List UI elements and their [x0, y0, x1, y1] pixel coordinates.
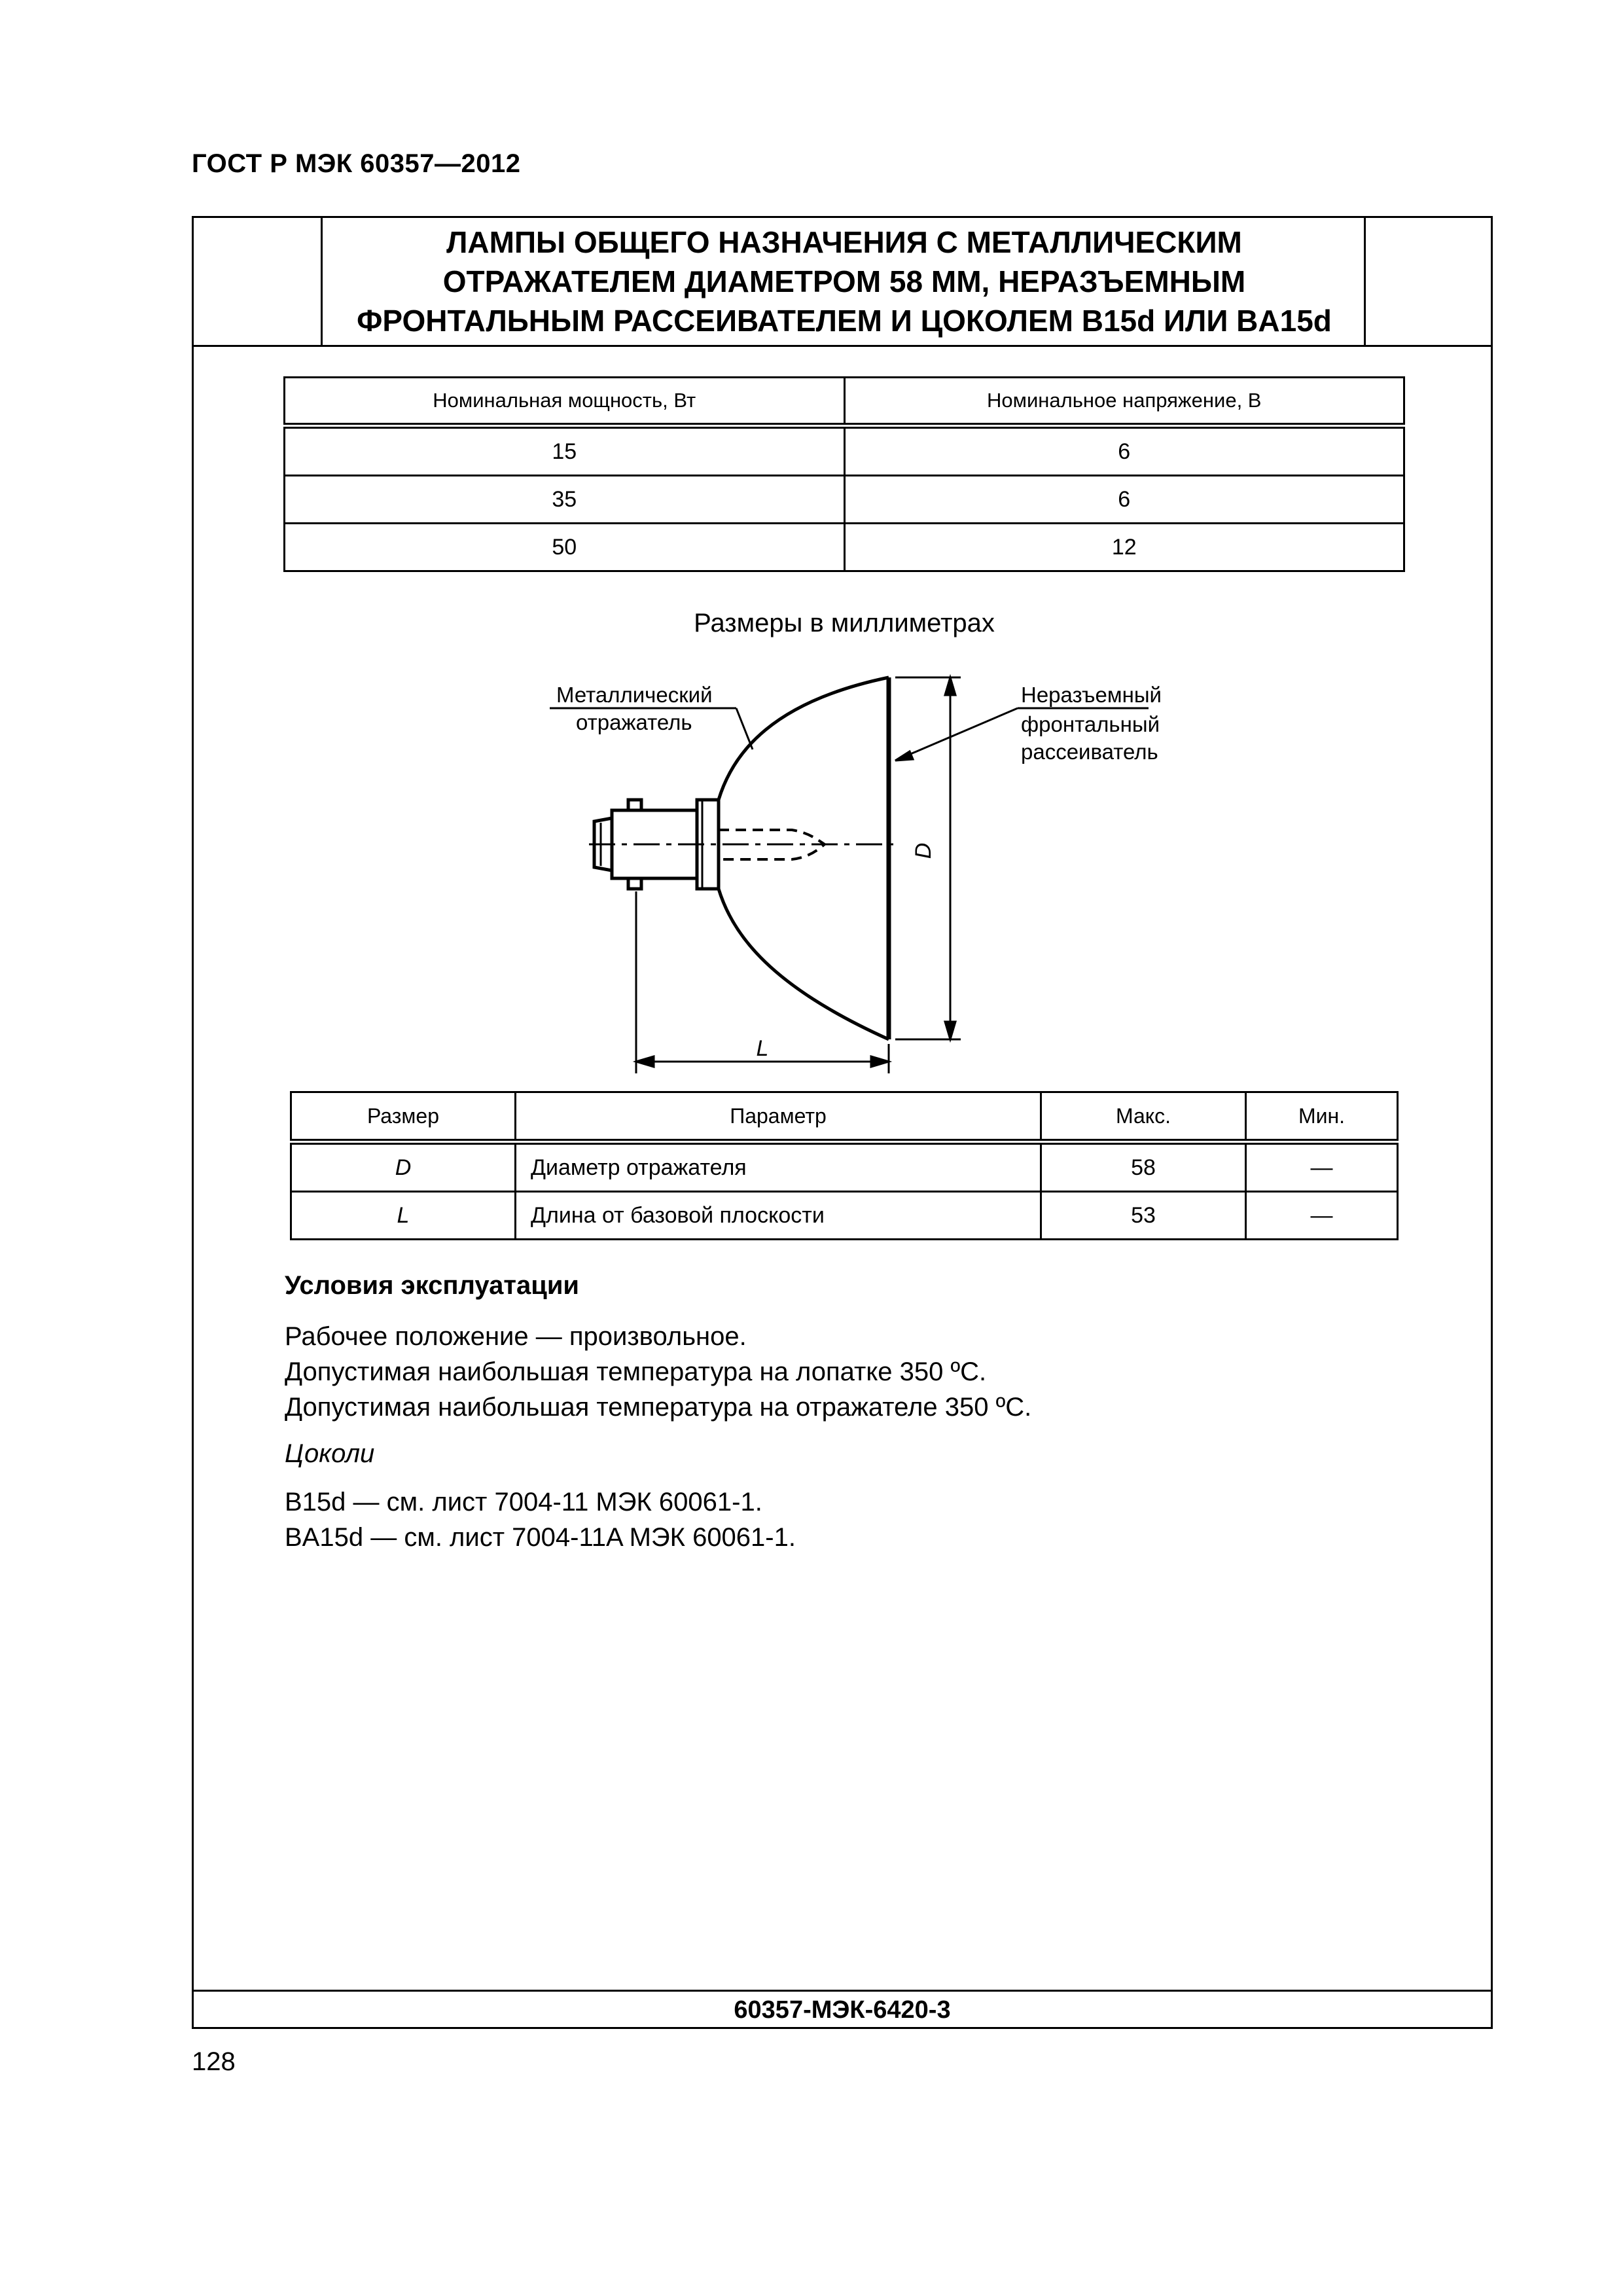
sheet-code: 60357-МЭК-6420-3 [192, 1990, 1493, 2029]
condition-line: Допустимая наибольшая температура на отражателе 350 ºC. [285, 1393, 1032, 1422]
base-pin-bottom [628, 878, 641, 889]
voltage-cell: 12 [844, 524, 1404, 571]
condition-line: Допустимая наибольшая температура на лопатке 350 ºC. [285, 1357, 987, 1386]
max-cell: 53 [1041, 1192, 1246, 1240]
header-max: Макс. [1041, 1092, 1246, 1142]
table-header-row [285, 378, 1404, 426]
base-line: B15d — см. лист 7004-11 МЭК 60061-1. [285, 1488, 762, 1516]
reflector-label-line: Металлический [556, 683, 713, 707]
lamp-diagram [537, 661, 1178, 1080]
document-header: ГОСТ Р МЭК 60357—2012 [192, 149, 521, 178]
power-cell: 15 [285, 426, 845, 476]
conditions-title: Условия эксплуатации [285, 1271, 579, 1300]
power-cell: 35 [285, 476, 845, 524]
table-header-row [291, 1092, 1398, 1142]
min-cell: — [1246, 1192, 1398, 1240]
header-power: Номинальная мощность, Вт [285, 378, 845, 426]
d-dimension-label: D [911, 842, 936, 859]
min-cell: — [1246, 1142, 1398, 1192]
page-number: 128 [192, 2047, 236, 2076]
sheet-title [323, 223, 1366, 340]
table-row [285, 476, 1404, 524]
table-row [285, 426, 1404, 476]
table-row [291, 1192, 1398, 1240]
power-voltage-table [283, 376, 1405, 572]
diffuser-label-line: рассеиватель [1021, 740, 1158, 764]
header-min: Мин. [1246, 1092, 1398, 1142]
voltage-cell: 6 [844, 476, 1404, 524]
reflector-lower [719, 889, 889, 1039]
size-cell: L [291, 1192, 516, 1240]
table-row [285, 524, 1404, 571]
voltage-cell: 6 [844, 426, 1404, 476]
title-line: ФРОНТАЛЬНЫМ РАССЕИВАТЕЛЕМ И ЦОКОЛЕМ B15d ИЛИ BA15d [357, 304, 1332, 338]
max-cell: 58 [1041, 1142, 1246, 1192]
parameter-table [290, 1091, 1399, 1240]
reflector-label-line: отражатель [576, 710, 692, 734]
condition-line: Рабочее положение — произвольное. [285, 1322, 747, 1351]
reflector-upper [719, 677, 889, 800]
table-row [291, 1142, 1398, 1192]
power-cell: 50 [285, 524, 845, 571]
diffuser-label-line: Неразъемный [1021, 683, 1162, 707]
parameter-cell: Длина от базовой плоскости [516, 1192, 1041, 1240]
l-dimension-label: L [756, 1036, 769, 1061]
title-line: ОТРАЖАТЕЛЕМ ДИАМЕТРОМ 58 ММ, НЕРАЗЪЕМНЫМ [442, 264, 1246, 298]
base-line: BA15d — см. лист 7004-11A МЭК 60061-1. [285, 1523, 796, 1552]
header-parameter: Параметр [516, 1092, 1041, 1142]
dimensions-label: Размеры в миллиметрах [694, 609, 995, 637]
header-size: Размер [291, 1092, 516, 1142]
bases-title: Цоколи [285, 1439, 375, 1468]
diffuser-label-line: фронтальный [1021, 712, 1160, 736]
base-pin-top [628, 800, 641, 810]
title-line: ЛАМПЫ ОБЩЕГО НАЗНАЧЕНИЯ С МЕТАЛЛИЧЕСКИМ [446, 225, 1242, 259]
size-cell: D [291, 1142, 516, 1192]
operating-conditions [285, 1271, 1397, 1555]
header-voltage: Номинальное напряжение, В [844, 378, 1404, 426]
title-row [192, 216, 1493, 347]
parameter-cell: Диаметр отражателя [516, 1142, 1041, 1192]
